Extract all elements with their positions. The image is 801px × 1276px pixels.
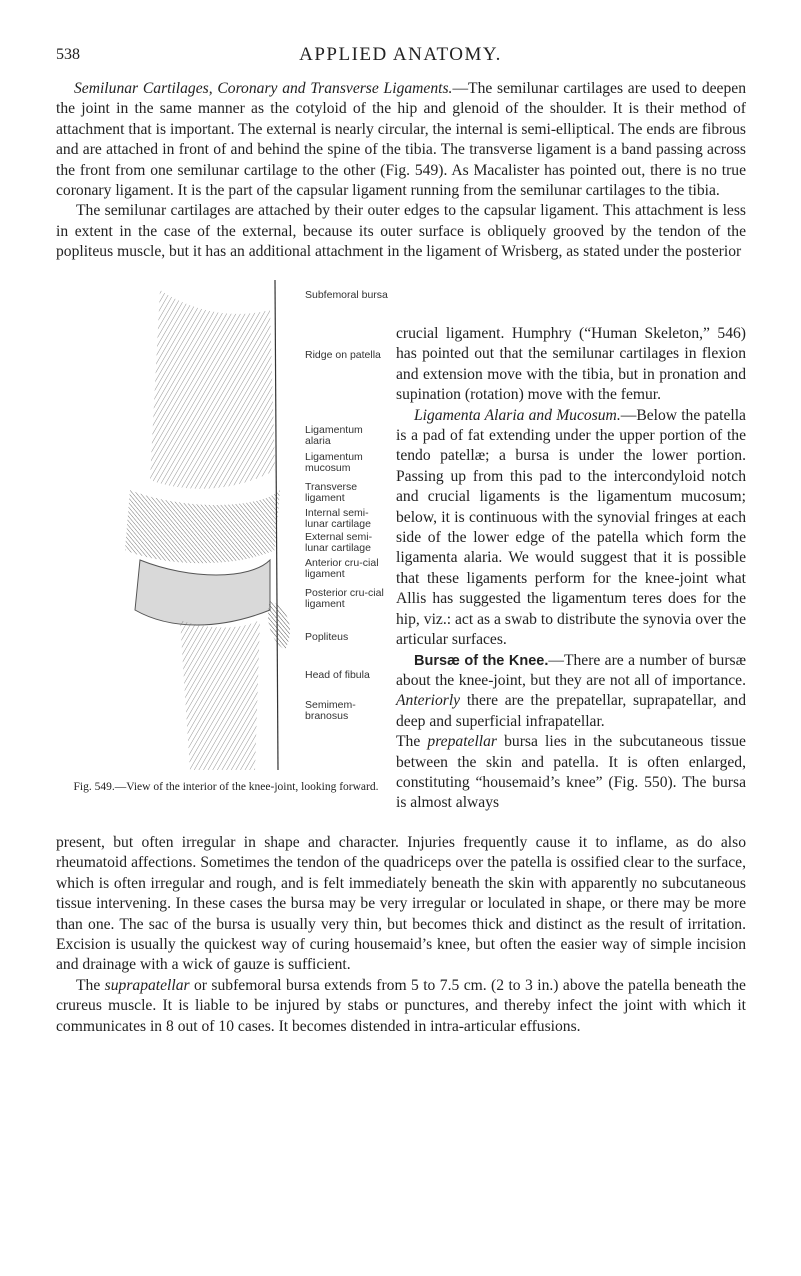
label-transverse-ligament: Transverse ligament — [305, 481, 358, 504]
label-anterior-crucial: Anterior cru-cial ligament — [305, 557, 379, 580]
paragraph-attachment-cont — [396, 324, 746, 406]
heading-alaria: Ligamenta Alaria and Mucosum. — [414, 406, 621, 424]
figure-caption: Fig. 549.—View of the interior of the knee-joint, looking forward. — [73, 781, 379, 793]
paragraph-semilunar — [56, 79, 746, 201]
prepatellar-the: The — [396, 733, 428, 751]
label-subfemoral-bursa: Subfemoral bursa — [305, 289, 388, 301]
label-head-of-fibula: Head of fibula — [305, 669, 370, 681]
femur-shape — [150, 290, 275, 489]
paragraph-suprapatellar — [56, 976, 746, 1037]
paragraph-attachment-col-text: crucial ligament. Humphry (“Human Skeleton,” 546) has pointed out that the semilunar cartilages in flexion and extension move with the tibia, but in pronation and supination (rotation) move with the femur. — [396, 325, 746, 404]
paragraph-attachment-text: The semilunar cartilages are attached by their outer edges to the capsular ligament. This attachment is less in extent in the case of the external, because its outer surface is obliquely grooved by the tendon of the popliteus muscle, but it has an additional attachment in the ligament of Wrisberg, as stated under the posterior — [56, 202, 746, 261]
paragraph-bursae-text-a: —There are a number of bursæ about the knee-joint, but they are not all of importance. — [396, 651, 747, 689]
condyles-shape — [125, 490, 280, 563]
paragraph-alaria — [396, 406, 746, 651]
page-number: 538 — [56, 46, 80, 63]
paragraph-semilunar-text: —The semilunar cartilages are used to deepen the joint in the same manner as the cotyloid of the hip and glenoid of the shoulder. It is their method of attachment that is important. The external is nearly circular, the internal is semi-elliptical. The ends are fibrous and are attached in front of and behind the spine of the tibia. The transverse ligament is a band passing across the front from one semilunar cartilage to the other (Fig. 549). As Macalister has pointed out, there is no true coronary ligament. It is the part of the capsular ligament running from the semilunar cartilages to the tibia. — [56, 80, 746, 200]
label-posterior-crucial: Posterior cru-cial ligament — [305, 587, 384, 610]
paragraph-bursae-text-b: there are the prepatellar, suprapatellar, and deep and superficial infrapatellar. — [396, 692, 746, 730]
label-ridge-on-patella: Ridge on patella — [305, 349, 381, 361]
suprapatellar-term: suprapatellar — [104, 976, 190, 994]
label-popliteus: Popliteus — [305, 631, 349, 643]
fibula-head-shape — [268, 600, 290, 650]
heading-semilunar: Semilunar Cartilages, Coronary and Transverse Ligaments. — [74, 80, 453, 97]
figure-knee-joint — [120, 250, 390, 770]
prepatellar-full-text: present, but often irregular in shape and character. Injuries frequently cause it to inflame, as do also rheumatoid affections. Sometimes the tendon of the quadriceps over the patella is ossified clear to the surface, which is often irregular and rough, and is felt immediately beneath the skin with apparently no subcutaneous tissue intervening. In these cases the bursa may be very irregular or loculated in shape, or there may be more than one. The sac of the bursa is usually very thin, but becomes thick and distinct as the result of irritation. Excision is usually the quickest way of curing housemaid’s knee, but often the easier way of simple incision and drainage with a wick of gauze is sufficient. — [56, 834, 746, 974]
side-column — [396, 324, 746, 814]
label-ligamentum-alaria: Ligamentum alaria — [305, 424, 363, 447]
label-semimembranosus: Semimem-branosus — [305, 699, 356, 722]
paragraph-prepatellar — [396, 732, 746, 814]
suprapatellar-the: The — [76, 976, 105, 994]
tibia-shape — [180, 620, 260, 770]
paragraph-alaria-text: —Below the patella is a pad of fat extending under the upper portion of the tendo patellæ; a bursa is under the lower portion. Passing up from this pad to the intercondyloid notch and crucial ligaments is the ligamentum mucosum; below, it is continuous with the synovial fringes at each side of the lower edge of the patella which form the ligamenta alaria. We would suggest that it is possible that these ligaments perform for the knee-joint what Allis has suggested the ligamentum teres does for the hip, viz.: act as a swab to distribute the synovia over the articular surfaces. — [396, 406, 746, 649]
paragraph-bursae — [396, 651, 746, 733]
label-ligamentum-mucosum: Ligamentum mucosum — [305, 451, 363, 474]
cartilage-shape — [135, 560, 270, 625]
label-internal-semilunar: Internal semi-lunar cartilage — [305, 507, 371, 530]
suprapatellar-text: or subfemoral bursa extends from 5 to 7.5 cm. (2 to 3 in.) above the patella beneath the crureus muscle. It is liable to be injured by stabs or punctures, and thereby infect the joint with which it communicates in 8 out of 10 cases. It becomes distended in intra-articular effusions. — [56, 976, 746, 1035]
prepatellar-term: prepatellar — [427, 733, 497, 751]
label-external-semilunar: External semi-lunar cartilage — [305, 531, 373, 554]
body-text-top — [56, 79, 746, 263]
running-head: APPLIED ANATOMY. — [299, 44, 502, 65]
body-text-bottom — [56, 833, 746, 1037]
paragraph-bursae-italic: Anteriorly — [396, 692, 461, 710]
prepatellar-col-text: bursa lies in the subcutaneous tissue between the skin and patella. It is often enlarged, constituting “housemaid’s knee” (Fig. 550). The bursa is almost always — [396, 733, 746, 812]
heading-bursae: Bursæ of the Knee. — [414, 652, 549, 669]
paragraph-prepatellar-cont — [56, 833, 746, 976]
